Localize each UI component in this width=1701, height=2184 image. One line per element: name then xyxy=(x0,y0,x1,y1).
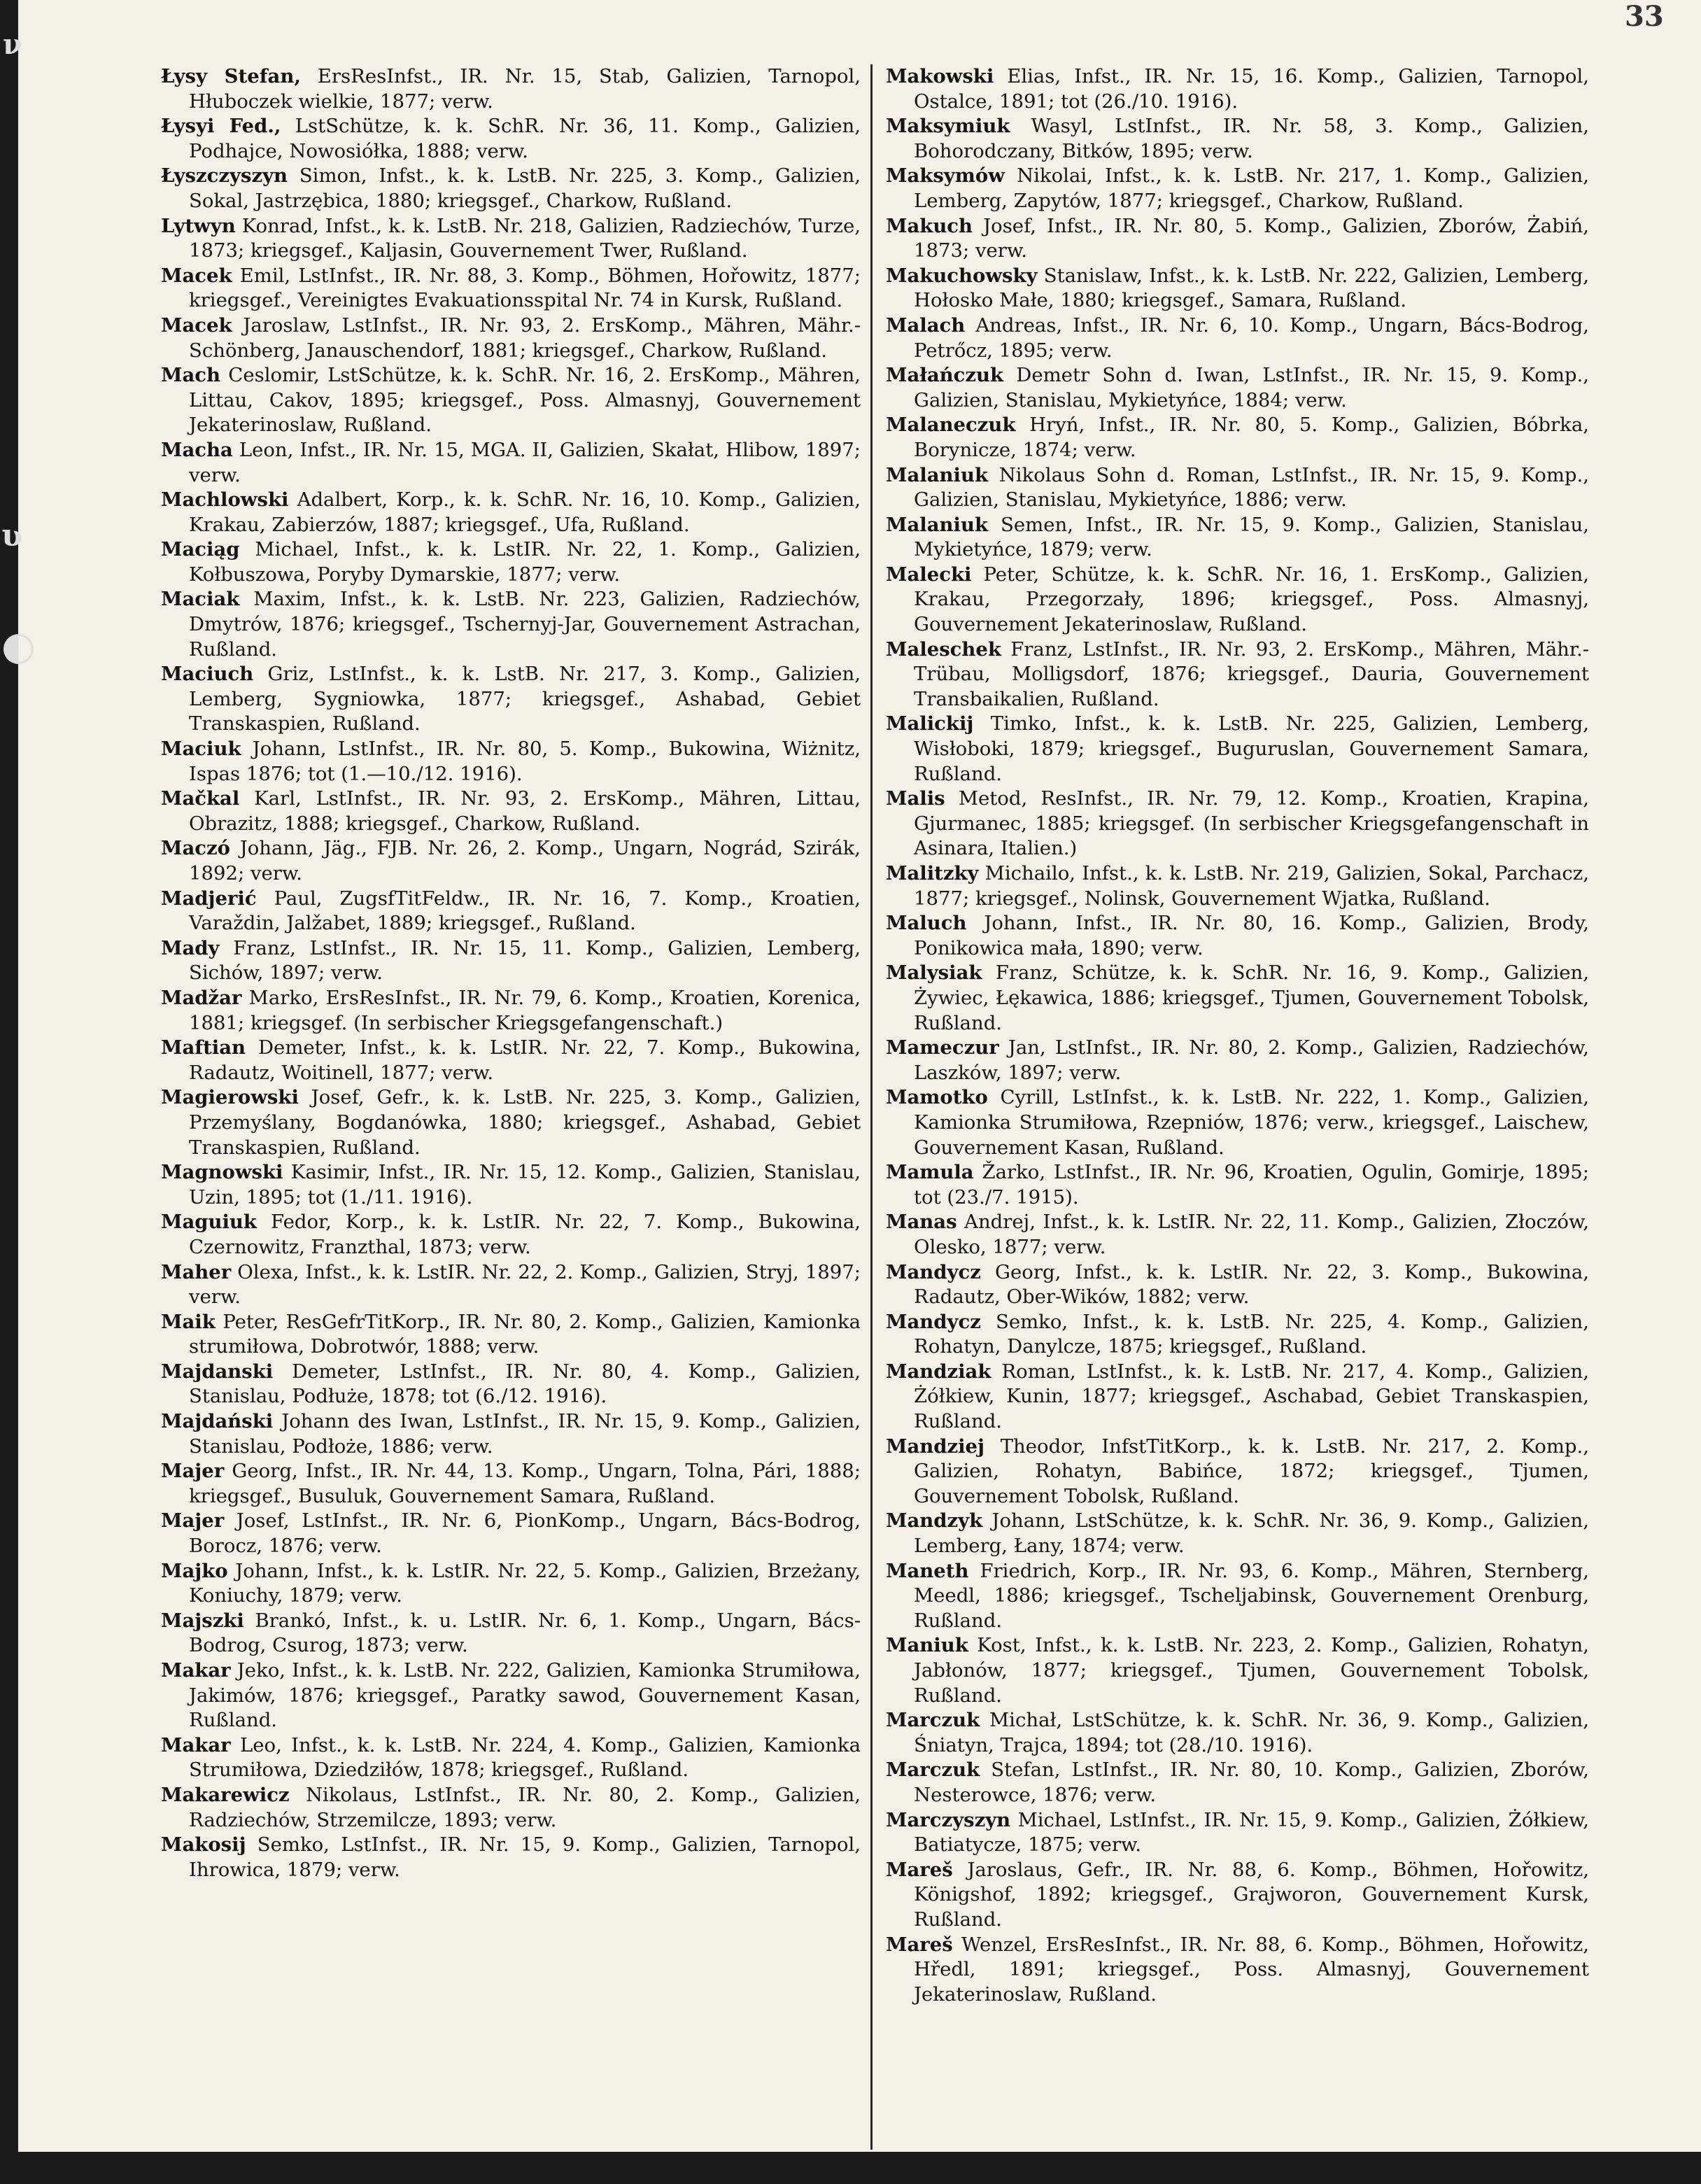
entry-surname: Malaneczuk xyxy=(886,414,1016,437)
casualty-entry xyxy=(161,1658,861,1733)
entry-surname: Machlowski xyxy=(161,488,289,512)
page-number: 33 xyxy=(1625,0,1664,33)
entry-details: Jaroslaw, LstInfst., IR. Nr. 93, 2. ErsKomp., Mähren, Mähr.-Schönberg, Janauschendorf, 1881; kriegsgef., Charkow, Rußland. xyxy=(189,313,861,362)
entry-details: Johann, Infst., IR. Nr. 80, 16. Komp., Galizien, Brody, Ponikowica mała, 1890; verw. xyxy=(914,912,1589,959)
casualty-entry xyxy=(161,488,861,537)
entry-details: Griz, LstInfst., k. k. LstB. Nr. 217, 3. Komp., Galizien, Lemberg, Sygniowka, 1877; kriegsgef., Ashabad, Gebiet Transkaspien, Rußland. xyxy=(189,663,861,735)
casualty-entry xyxy=(161,64,861,114)
entry-surname: Malysiak xyxy=(886,961,982,985)
entry-surname: Mandycz xyxy=(886,1260,981,1283)
entry-surname: Makar xyxy=(161,1733,231,1756)
casualty-entry xyxy=(886,1210,1589,1260)
casualty-entry xyxy=(886,264,1589,313)
entry-details: Josef, Infst., IR. Nr. 80, 5. Komp., Galizien, Zborów, Żabiń, 1873; verw. xyxy=(914,214,1589,262)
casualty-entry xyxy=(161,1260,861,1310)
entry-details: Franz, Schütze, k. k. SchR. Nr. 16, 9. Komp., Galizien, Żywiec, Łękawica, 1886; kriegsgef., Tjumen, Gouvernement Tobolsk, Rußland. xyxy=(914,961,1589,1034)
entry-surname: Majszki xyxy=(161,1609,244,1632)
casualty-entry xyxy=(161,1509,861,1558)
entry-surname: Malaniuk xyxy=(886,513,989,536)
entry-details: Leo, Infst., k. k. LstB. Nr. 224, 4. Komp., Galizien, Kamionka Strumiłowa, Dziedziłów, 1878; kriegsgef., Rußland. xyxy=(189,1733,861,1782)
casualty-entry xyxy=(886,413,1589,463)
casualty-entry xyxy=(161,1036,861,1085)
casualty-entry xyxy=(161,1160,861,1210)
entry-details: Hryń, Infst., IR. Nr. 80, 5. Komp., Galizien, Bóbrka, Borynicze, 1874; verw. xyxy=(914,414,1589,461)
entry-surname: Maher xyxy=(161,1260,232,1283)
entry-details: Metod, ResInfst., IR. Nr. 79, 12. Komp., Kroatien, Krapina, Gjurmanec, 1885; kriegsgef. (In serbischer Kriegsgefangenschaft in Asinara, Italien.) xyxy=(914,787,1589,860)
casualty-entry xyxy=(161,1459,861,1509)
entry-details: Johann, Infst., k. k. LstIR. Nr. 22, 5. Komp., Galizien, Brzeżany, Koniuchy, 1879; verw. xyxy=(189,1559,861,1607)
entry-surname: Maftian xyxy=(161,1036,246,1059)
entry-details: Andrej, Infst., k. k. LstIR. Nr. 22, 11. Komp., Galizien, Złoczów, Olesko, 1877; verw. xyxy=(914,1211,1589,1258)
scan-bottom-edge xyxy=(0,2152,1701,2184)
entry-details: Adalbert, Korp., k. k. SchR. Nr. 16, 10. Komp., Galizien, Krakau, Zabierzów, 1887; kriegsgef., Ufa, Rußland. xyxy=(189,488,861,536)
entry-surname: Magierowski xyxy=(161,1086,299,1109)
casualty-entry xyxy=(886,787,1589,861)
casualty-entry xyxy=(161,887,861,936)
casualty-entry xyxy=(161,313,861,363)
casualty-entry xyxy=(161,836,861,886)
casualty-entry xyxy=(886,214,1589,264)
entry-details: Maxim, Infst., k. k. LstB. Nr. 223, Galizien, Radziechów, Dmytrów, 1876; kriegsgef., Tschernyj-Jar, Gouvernement Astrachan, Rußland. xyxy=(189,588,861,661)
casualty-entry xyxy=(161,662,861,737)
entry-details: Kasimir, Infst., IR. Nr. 15, 12. Komp., Galizien, Stanislau, Uzin, 1895; tot (1./11. 1916). xyxy=(189,1161,861,1209)
entry-surname: Marczuk xyxy=(886,1709,980,1732)
entry-details: LstSchütze, k. k. SchR. Nr. 36, 11. Komp., Galizien, Podhajce, Nowosiółka, 1888; verw. xyxy=(189,115,861,162)
entry-surname: Maneth xyxy=(886,1559,969,1582)
entry-surname: Maciuk xyxy=(161,738,241,761)
entry-surname: Manas xyxy=(886,1211,957,1234)
scan-left-edge xyxy=(0,0,18,2184)
entry-details: Friedrich, Korp., IR. Nr. 93, 6. Komp., Mähren, Sternberg, Meedl, 1886; kriegsgef., Tscheljabinsk, Gouvernement Orenburg, Rußland. xyxy=(914,1559,1589,1632)
casualty-entry xyxy=(161,114,861,164)
entry-details: Simon, Infst., k. k. LstB. Nr. 225, 3. Komp., Galizien, Sokal, Jastrzębica, 1880; kriegsgef., Charkow, Rußland. xyxy=(189,164,861,212)
entry-details: Emil, LstInfst., IR. Nr. 88, 3. Komp., Böhmen, Hořowitz, 1877; kriegsgef., Vereinigtes Evakuationsspital Nr. 74 in Kursk, Rußland. xyxy=(189,264,861,312)
casualty-entry xyxy=(886,463,1589,513)
entry-details: Jan, LstInfst., IR. Nr. 80, 2. Komp., Galizien, Radziechów, Laszków, 1897; verw. xyxy=(914,1036,1589,1084)
entry-surname: Maluch xyxy=(886,912,967,935)
casualty-entry xyxy=(886,1160,1589,1210)
entry-details: Roman, LstInfst., k. k. LstB. Nr. 217, 4. Komp., Galizien, Żółkiew, Kunin, 1877; kriegsgef., Aschabad, Gebiet Transkaspien, Rußland. xyxy=(914,1360,1589,1433)
entry-details: Elias, Infst., IR. Nr. 15, 16. Komp., Galizien, Tarnopol, Ostalce, 1891; tot (26./10. 1916). xyxy=(914,65,1589,113)
entry-details: Georg, Infst., k. k. LstIR. Nr. 22, 3. Komp., Bukowina, Radautz, Ober-Wików, 1882; verw. xyxy=(914,1260,1589,1309)
casualty-entry xyxy=(161,537,861,587)
casualty-entry xyxy=(161,986,861,1036)
entry-surname: Macek xyxy=(161,264,232,287)
entry-details: Nikolaus, LstInfst., IR. Nr. 80, 2. Komp., Galizien, Radziechów, Strzemilcze, 1893; verw. xyxy=(189,1783,861,1831)
casualty-entry xyxy=(886,164,1589,213)
entry-surname: Malitzky xyxy=(886,862,979,885)
casualty-entry xyxy=(161,1085,861,1160)
entry-details: Karl, LstInfst., IR. Nr. 93, 2. ErsKomp., Mähren, Littau, Obrazitz, 1888; kriegsgef., Charkow, Rußland. xyxy=(189,787,861,835)
entry-surname: Mach xyxy=(161,364,220,387)
casualty-entry xyxy=(886,861,1589,911)
entry-surname: Macha xyxy=(161,438,233,461)
entry-surname: Lytwyn xyxy=(161,214,236,237)
entry-surname: Mareš xyxy=(886,1933,953,1956)
entry-details: Michailo, Infst., k. k. LstB. Nr. 219, Galizien, Sokal, Parchacz, 1877; kriegsgef., Nolinsk, Gouvernement Wjatka, Rußland. xyxy=(914,862,1589,910)
entry-surname: Marczuk xyxy=(886,1759,980,1782)
entry-details: Demeter, LstInfst., IR. Nr. 80, 4. Komp., Galizien, Stanislau, Podłuże, 1878; tot (6./12. 1916). xyxy=(189,1360,861,1408)
entry-surname: Mandycz xyxy=(886,1310,981,1333)
casualty-entry xyxy=(886,313,1589,363)
entry-details: Kost, Infst., k. k. LstB. Nr. 223, 2. Komp., Galizien, Rohatyn, Jabłonów, 1877; kriegsgef., Tjumen, Gouvernement Tobolsk, Rußland. xyxy=(914,1634,1589,1707)
entry-surname: Makar xyxy=(161,1659,231,1682)
entry-surname: Madžar xyxy=(161,986,242,1009)
entry-surname: Maniuk xyxy=(886,1634,968,1657)
entry-details: Wenzel, ErsResInfst., IR. Nr. 88, 6. Komp., Böhmen, Hořowitz, Hředl, 1891; kriegsgef., Poss. Almasnyj, Gouvernement Jekaterinoslaw, Rußland. xyxy=(914,1933,1589,2006)
entry-surname: Maksymiuk xyxy=(886,115,1010,138)
entry-surname: Madjerić xyxy=(161,887,257,910)
casualty-entry xyxy=(161,214,861,264)
entry-details: Michael, Infst., k. k. LstIR. Nr. 22, 1. Komp., Galizien, Kołbuszowa, Poryby Dymarskie, 1877; verw. xyxy=(189,538,861,586)
casualty-entry xyxy=(886,1708,1589,1758)
entry-surname: Makuchowsky xyxy=(886,264,1038,287)
casualty-entry xyxy=(886,712,1589,787)
casualty-entry xyxy=(886,513,1589,563)
casualty-entry xyxy=(886,1808,1589,1858)
casualty-entry xyxy=(886,1360,1589,1435)
entry-surname: Maciąg xyxy=(161,538,240,561)
left-column xyxy=(161,64,861,1882)
casualty-entry xyxy=(886,1858,1589,1933)
entry-surname: Maksymów xyxy=(886,164,1005,188)
entry-surname: Mameczur xyxy=(886,1036,999,1059)
entry-details: Nikolaus Sohn d. Roman, LstInfst., IR. Nr. 15, 9. Komp., Galizien, Stanislau, Mykietyńce, 1886; verw. xyxy=(914,463,1589,512)
entry-details: Ceslomir, LstSchütze, k. k. SchR. Nr. 16, 2. ErsKomp., Mähren, Littau, Cakov, 1895; kriegsgef., Poss. Almasnyj, Gouvernement Jekaterinoslaw, Rußland. xyxy=(189,364,861,437)
entry-details: Olexa, Infst., k. k. LstIR. Nr. 22, 2. Komp., Galizien, Stryj, 1897; verw. xyxy=(189,1260,861,1309)
casualty-entry xyxy=(161,1783,861,1833)
entry-surname: Majko xyxy=(161,1559,228,1582)
casualty-entry xyxy=(886,1310,1589,1360)
entry-details: Franz, LstInfst., IR. Nr. 93, 2. ErsKomp., Mähren, Mähr.-Trübau, Molligsdorf, 1876; kriegsgef., Dauria, Gouvernement Transbaikalien, Rußland. xyxy=(914,637,1589,710)
casualty-entry xyxy=(886,637,1589,712)
entry-surname: Malach xyxy=(886,313,966,337)
casualty-entry xyxy=(161,936,861,986)
entry-details: Johann, Jäg., FJB. Nr. 26, 2. Komp., Ungarn, Nográd, Szirák, 1892; verw. xyxy=(189,837,861,885)
entry-surname: Maik xyxy=(161,1310,216,1333)
casualty-entry xyxy=(161,1210,861,1260)
right-column xyxy=(886,64,1589,2007)
entry-details: Johann des Iwan, LstInfst., IR. Nr. 15, 9. Komp., Galizien, Stanislau, Podłoże, 1886; verw. xyxy=(189,1410,861,1458)
entry-surname: Mandzyk xyxy=(886,1509,983,1533)
entry-surname: Maczó xyxy=(161,837,230,860)
casualty-entry xyxy=(161,1559,861,1609)
entry-details: Josef, Gefr., k. k. LstB. Nr. 225, 3. Komp., Galizien, Przemyślany, Bogdanówka, 1880; kriegsgef., Ashabad, Gebiet Transkaspien, Rußland. xyxy=(189,1086,861,1159)
casualty-entry xyxy=(161,787,861,836)
entry-surname: Mady xyxy=(161,936,220,959)
casualty-entry xyxy=(886,1758,1589,1808)
casualty-entry xyxy=(161,438,861,488)
casualty-entry xyxy=(161,1409,861,1459)
entry-surname: Maciak xyxy=(161,588,240,611)
casualty-entry xyxy=(886,1036,1589,1085)
entry-surname: Magnowski xyxy=(161,1161,283,1184)
entry-details: ErsResInfst., IR. Nr. 15, Stab, Galizien, Tarnopol, Hłuboczek wielkie, 1877; verw. xyxy=(189,65,861,113)
casualty-entry xyxy=(161,1609,861,1658)
casualty-entry xyxy=(886,1633,1589,1708)
entry-details: Paul, ZugsfTitFeldw., IR. Nr. 16, 7. Komp., Kroatien, Varaždin, Jalžabet, 1889; kriegsgef., Rußland. xyxy=(189,887,861,935)
entry-details: Jaroslaus, Gefr., IR. Nr. 88, 6. Komp., Böhmen, Hořowitz, Königshof, 1892; kriegsgef., Grajworon, Gouvernement Kursk, Rußland. xyxy=(914,1858,1589,1931)
entry-details: Johann, LstSchütze, k. k. SchR. Nr. 36, 9. Komp., Galizien, Lemberg, Łany, 1874; verw. xyxy=(914,1509,1589,1558)
entry-details: Josef, LstInfst., IR. Nr. 6, PionKomp., Ungarn, Bács-Bodrog, Borocz, 1876; verw. xyxy=(189,1509,861,1558)
casualty-entry xyxy=(886,1933,1589,2008)
entry-details: Peter, Schütze, k. k. SchR. Nr. 16, 1. ErsKomp., Galizien, Krakau, Przegorzały, 1896; kriegsgef., Poss. Almasnyj, Gouvernement Jekaterinoslaw, Rußland. xyxy=(914,563,1589,636)
entry-surname: Małańczuk xyxy=(886,364,1004,387)
casualty-entry xyxy=(886,1559,1589,1634)
entry-surname: Mamula xyxy=(886,1161,974,1184)
casualty-entry xyxy=(161,264,861,313)
casualty-entry xyxy=(886,363,1589,413)
entry-surname: Majdański xyxy=(161,1410,274,1433)
casualty-entry xyxy=(886,114,1589,164)
entry-surname: Makarewicz xyxy=(161,1783,290,1806)
entry-surname: Mačkal xyxy=(161,787,240,810)
entry-surname: Łysyi Fed., xyxy=(161,115,281,138)
entry-surname: Mareš xyxy=(886,1858,953,1881)
entry-surname: Maleschek xyxy=(886,637,1001,661)
entry-details: Semko, LstInfst., IR. Nr. 15, 9. Komp., Galizien, Tarnopol, Ihrowica, 1879; verw. xyxy=(189,1833,861,1881)
entry-details: Michael, LstInfst., IR. Nr. 15, 9. Komp., Galizien, Żółkiew, Batiatycze, 1875; verw. xyxy=(914,1808,1589,1857)
casualty-entry xyxy=(886,64,1589,114)
entry-surname: Majer xyxy=(161,1509,225,1533)
casualty-entry xyxy=(886,563,1589,637)
entry-details: Timko, Infst., k. k. LstB. Nr. 225, Galizien, Lemberg, Wisłoboki, 1879; kriegsgef., Buguruslan, Gouvernement Samara, Rußland. xyxy=(914,712,1589,785)
binding-ring-icon: ʋ xyxy=(1,518,23,554)
entry-details: Brankó, Infst., k. u. LstIR. Nr. 6, 1. Komp., Ungarn, Bács-Bodrog, Csurog, 1873; verw. xyxy=(189,1609,861,1657)
casualty-entry xyxy=(161,1310,861,1360)
entry-surname: Majdanski xyxy=(161,1360,274,1383)
entry-surname: Makowski xyxy=(886,65,994,87)
entry-surname: Makuch xyxy=(886,214,973,237)
entry-surname: Malaniuk xyxy=(886,463,989,486)
entry-surname: Malis xyxy=(886,787,945,810)
entry-surname: Marczyszyn xyxy=(886,1808,1011,1831)
casualty-entry xyxy=(161,363,861,438)
entry-surname: Mandziej xyxy=(886,1435,984,1458)
entry-details: Semen, Infst., IR. Nr. 15, 9. Komp., Galizien, Stanislau, Mykietyńce, 1879; verw. xyxy=(914,513,1589,561)
entry-surname: Majer xyxy=(161,1460,225,1483)
casualty-entry xyxy=(886,961,1589,1036)
entry-surname: Makosij xyxy=(161,1833,246,1857)
entry-surname: Malickij xyxy=(886,712,974,735)
entry-details: Leon, Infst., IR. Nr. 15, MGA. II, Galizien, Skałat, Hlibow, 1897; verw. xyxy=(189,438,861,486)
casualty-entry xyxy=(161,1733,861,1783)
column-divider xyxy=(870,64,873,2150)
entry-surname: Mamotko xyxy=(886,1086,988,1109)
binding-mark-icon: ν xyxy=(3,28,22,61)
entry-details: Stanislaw, Infst., k. k. LstB. Nr. 222, Galizien, Lemberg, Hołosko Małe, 1880; kriegsgef., Samara, Rußland. xyxy=(914,264,1589,312)
entry-details: Georg, Infst., IR. Nr. 44, 13. Komp., Ungarn, Tolna, Pári, 1888; kriegsgef., Busuluk, Gouvernement Samara, Rußland. xyxy=(189,1460,861,1507)
casualty-entry xyxy=(161,1360,861,1409)
entry-details: Franz, LstInfst., IR. Nr. 15, 11. Komp., Galizien, Lemberg, Sichów, 1897; verw. xyxy=(189,936,861,985)
casualty-entry xyxy=(886,1509,1589,1558)
entry-details: Demetr Sohn d. Iwan, LstInfst., IR. Nr. 15, 9. Komp., Galizien, Stanislau, Mykietyńce, 1884; verw. xyxy=(914,364,1589,411)
entry-details: Fedor, Korp., k. k. LstIR. Nr. 22, 7. Komp., Bukowina, Czernowitz, Franzthal, 1873; verw. xyxy=(189,1211,861,1258)
entry-details: Demeter, Infst., k. k. LstIR. Nr. 22, 7. Komp., Bukowina, Radautz, Woitinell, 1877; verw. xyxy=(189,1036,861,1084)
casualty-entry xyxy=(161,737,861,787)
casualty-entry xyxy=(886,1435,1589,1509)
binding-hole-icon: ◐ xyxy=(1,623,36,669)
casualty-entry xyxy=(886,911,1589,961)
entry-details: Marko, ErsResInfst., IR. Nr. 79, 6. Komp., Kroatien, Korenica, 1881; kriegsgef. (In serbischer Kriegsgefangenschaft.) xyxy=(189,986,861,1034)
entry-surname: Maciuch xyxy=(161,663,254,686)
entry-details: Cyrill, LstInfst., k. k. LstB. Nr. 222, 1. Komp., Galizien, Kamionka Strumiłowa, Rzepniów, 1876; verw., kriegsgef., Laischew, Gouvernement Kasan, Rußland. xyxy=(914,1086,1589,1159)
entry-details: Peter, ResGefrTitKorp., IR. Nr. 80, 2. Komp., Galizien, Kamionka strumiłowa, Dobrotwór, 1888; verw. xyxy=(189,1310,861,1358)
entry-details: Semko, Infst., k. k. LstB. Nr. 225, 4. Komp., Galizien, Rohatyn, Danylcze, 1875; kriegsgef., Rußland. xyxy=(914,1310,1589,1358)
entry-details: Andreas, Infst., IR. Nr. 6, 10. Komp., Ungarn, Bács-Bodrog, Petrőcz, 1895; verw. xyxy=(914,313,1589,362)
casualty-entry xyxy=(886,1260,1589,1310)
entry-details: Michał, LstSchütze, k. k. SchR. Nr. 36, 9. Komp., Galizien, Śniatyn, Trajca, 1894; tot (28./10. 1916). xyxy=(914,1709,1589,1756)
entry-details: Žarko, LstInfst., IR. Nr. 96, Kroatien, Ogulin, Gomirje, 1895; tot (23./7. 1915). xyxy=(914,1161,1589,1209)
casualty-entry xyxy=(161,1833,861,1882)
entry-surname: Malecki xyxy=(886,563,972,586)
entry-surname: Łysy Stefan, xyxy=(161,65,301,87)
entry-details: Konrad, Infst., k. k. LstB. Nr. 218, Galizien, Radziechów, Turze, 1873; kriegsgef., Kaljasin, Gouvernement Twer, Rußland. xyxy=(189,214,861,262)
entry-details: Theodor, InfstTitKorp., k. k. LstB. Nr. 217, 2. Komp., Galizien, Rohatyn, Babińce, 1872; kriegsgef., Tjumen, Gouvernement Tobolsk, Rußland. xyxy=(914,1435,1589,1507)
casualty-entry xyxy=(886,1085,1589,1160)
entry-surname: Mandziak xyxy=(886,1360,991,1383)
entry-surname: Łyszczyszyn xyxy=(161,164,288,188)
entry-details: Jeko, Infst., k. k. LstB. Nr. 222, Galizien, Kamionka Strumiłowa, Jakimów, 1876; kriegsgef., Paratky sawod, Gouvernement Kasan, Rußland. xyxy=(189,1659,861,1732)
entry-surname: Macek xyxy=(161,313,232,337)
casualty-entry xyxy=(161,164,861,213)
entry-details: Nikolai, Infst., k. k. LstB. Nr. 217, 1. Komp., Galizien, Lemberg, Zapytów, 1877; kriegsgef., Charkow, Rußland. xyxy=(914,164,1589,212)
entry-details: Johann, LstInfst., IR. Nr. 80, 5. Komp., Bukowina, Wiżnitz, Ispas 1876; tot (1.—10./12. 1916). xyxy=(189,738,861,785)
entry-surname: Maguiuk xyxy=(161,1211,257,1234)
entry-details: Wasyl, LstInfst., IR. Nr. 58, 3. Komp., Galizien, Bohorodczany, Bitków, 1895; verw. xyxy=(914,115,1589,162)
casualty-entry xyxy=(161,587,861,662)
entry-details: Stefan, LstInfst., IR. Nr. 80, 10. Komp., Galizien, Zborów, Nesterowce, 1876; verw. xyxy=(914,1759,1589,1806)
